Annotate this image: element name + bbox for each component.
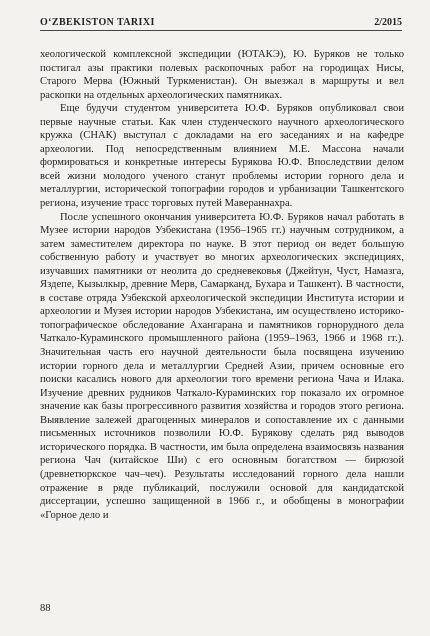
running-header — [40, 6, 402, 28]
paragraph: После успешного окончания университета Ю.Ф. Буряков начал работать в Музее истории народов Узбекистана (1956–1965 гг.) научным сотрудником, а затем заместителем директора по науке. В этот период он ведет большую собственную работу и участвует во многих археологических экспедициях, изучавших памятники от неолита до средневековья (Джейтун, Чуст, Намазга, Яздепе, Кызылкыр, древние Мерв, Самарканд, Бухара и Ташкент). В частности, в составе отряда Узбекской археологической экспедиции Института истории и археологии и Музея истории народов Узбекистана, им осуществлено историко-топографическое обследование Ахангарана и памятников горнорудного дела Чаткало-Кураминского промышленного района (1959–1963, 1966 и 1968 гг.). Значительная часть его научной деятельности была посвящена изучению истории горного дела и металлургии Средней Азии, причем основные его поиски касались нового для археологии того времени региона Чача и Илака. Изучение древних рудников Чаткало-Кураминских гор показало их огромное значение как базы прогрессивного развития хозяйства и городов этого региона. Выявление залежей драгоценных минералов и сопоставление их с данными письменных источников позволили Ю.Ф. Бурякову сделать ряд выводов исторического порядка. В частности, им была определена взаимосвязь названия региона Чач (китайское Ши) с его основным богатством — бирюзой (древнетюркское чач–чеч). Результаты исследований горного дела нашли отражение в ряде публикаций, послужили основой для кандидатской диссертации, успешно защищенной в 1966 г., и обобщены в монографии «Горное дело и — [40, 211, 404, 521]
issue-number: 2/2015 — [374, 17, 402, 28]
paragraph: хеологической комплексной экспедиции (ЮТАКЭ), Ю. Буряков не только постигал азы практики полевых раскопочных работ на городищах Нисы, Старого Мерва (Южный Туркменистан). Он выезжал в маршруты и вел раскопки на отдельных археологических памятниках. — [40, 49, 404, 101]
page-number: 88 — [40, 603, 51, 614]
paragraph: Еще будучи студентом университета Ю.Ф. Буряков опубликовал свои первые научные статьи. Как член студенческого научного археологического кружка (СНАК) выступал с докладами на его заседаниях и на кафедре археологии. Под непосредственным влиянием М.Е. Массона начали формироваться и конкретные интересы Бурякова Ю.Ф. Впоследствии делом всей жизни молодого ученого станут проблемы истории горного дела и металлургии, исторической топографии городов и урбанизации Ташкентского региона, изучение трасс торговых путей Мавераннахра. — [40, 103, 404, 210]
header-rule — [40, 30, 402, 31]
journal-title: O‘ZBEKISTON TARIXI — [40, 17, 155, 28]
article-body — [40, 48, 404, 522]
